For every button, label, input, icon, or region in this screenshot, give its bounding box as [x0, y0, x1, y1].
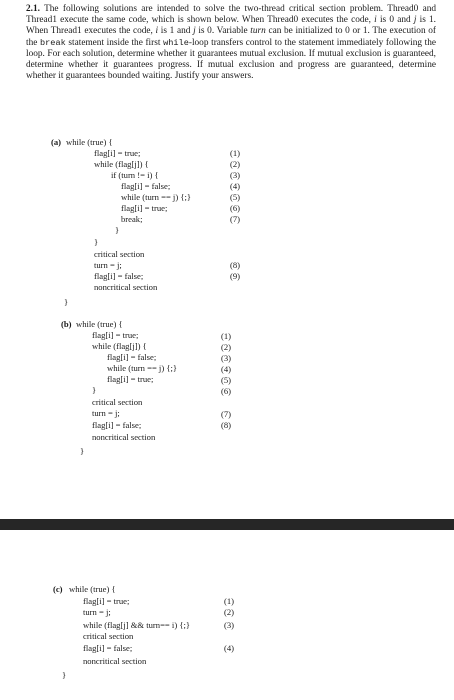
- line-number: (4): [224, 643, 235, 653]
- line-number: (3): [224, 620, 235, 630]
- problem-text: -loop transfers control to the statement immediately following the loop. For each solution, determine whether it guarantees mutual exclusion. If mutual exclusion is guaranteed, determine whether it guarantees progress. If mutual exclusion and progress are guaranteed, determine whether it guarantees bounded waiting. Justify your answers.: [26, 37, 436, 82]
- code-line: while (true) {: [76, 319, 123, 329]
- code-line: turn = j;: [92, 408, 120, 418]
- line-number: (7): [221, 409, 232, 419]
- code-line: critical section: [94, 249, 145, 259]
- code-line: flag[i] = true;: [94, 148, 141, 158]
- problem-text: is 1. When Thread1 executes the code,: [26, 15, 436, 37]
- problem-text: can be initialized to 0 or 1. The execution of the: [26, 26, 437, 48]
- problem-number: 2.1.: [26, 4, 40, 14]
- part-label: (c): [53, 584, 63, 594]
- line-number: (6): [230, 203, 241, 213]
- code-line: critical section: [83, 631, 134, 641]
- keyword-break: break: [39, 37, 66, 48]
- part-label: (a): [51, 137, 62, 147]
- var-i: i: [374, 15, 377, 26]
- code-line: turn = j;: [83, 607, 111, 617]
- line-number: (6): [221, 386, 232, 396]
- problem-text: is 0. Variable: [195, 26, 251, 37]
- code-line: flag[i] = true;: [121, 203, 168, 213]
- code-line: while (true) {: [69, 584, 116, 594]
- keyword-while: while: [163, 37, 189, 48]
- code-line: break;: [121, 214, 143, 224]
- line-number: (2): [224, 607, 235, 617]
- part-label: (b): [61, 319, 72, 329]
- line-number: (5): [221, 375, 232, 385]
- code-line: flag[i] = true;: [107, 374, 154, 384]
- line-number: (2): [221, 342, 232, 352]
- code-line: while (turn == j) {;}: [121, 192, 191, 202]
- problem-text: The following solutions are intended to solve the two-thread critical section problem. Thread0 and Thread1 execute the same code, which is shown below. When Thread0 executes the code,: [26, 4, 436, 26]
- code-line: flag[i] = false;: [92, 420, 142, 430]
- code-line: }: [62, 670, 67, 680]
- problem-text: statement inside the first: [65, 37, 164, 48]
- line-number: (8): [230, 260, 241, 270]
- line-number: (9): [230, 271, 241, 281]
- problem-statement: [26, 4, 436, 82]
- code-line: while (flag[j]) {: [94, 159, 149, 169]
- line-number: (4): [230, 181, 241, 191]
- code-line: }: [92, 385, 97, 395]
- code-line: while (turn == j) {;}: [107, 363, 177, 373]
- line-number: (5): [230, 192, 241, 202]
- code-line: if (turn != i) {: [111, 170, 159, 180]
- code-line: flag[i] = true;: [92, 330, 139, 340]
- code-line: }: [80, 446, 85, 456]
- code-line: }: [64, 297, 69, 307]
- line-number: (4): [221, 364, 232, 374]
- line-number: (7): [230, 214, 241, 224]
- code-line: while (flag[j] && turn== i) {;}: [83, 620, 190, 630]
- code-line: flag[i] = false;: [121, 181, 171, 191]
- code-line: turn = j;: [94, 260, 122, 270]
- code-line: noncritical section: [92, 432, 156, 442]
- code-line: }: [115, 225, 120, 235]
- code-line: noncritical section: [94, 282, 158, 292]
- problem-text: is 0 and: [376, 15, 414, 26]
- var-j: j: [413, 15, 417, 26]
- var-turn: turn: [250, 26, 266, 37]
- problem-text: is 1 and: [158, 26, 194, 37]
- line-number: (3): [221, 353, 232, 363]
- line-number: (8): [221, 420, 232, 430]
- line-number: (1): [224, 596, 235, 606]
- page-divider-bar: [0, 519, 454, 530]
- line-number: (3): [230, 170, 241, 180]
- line-number: (1): [230, 148, 241, 158]
- code-line: flag[i] = false;: [83, 643, 133, 653]
- code-line: noncritical section: [83, 656, 147, 666]
- code-line: while (flag[j]) {: [92, 341, 147, 351]
- line-number: (1): [221, 331, 232, 341]
- code-line: flag[i] = false;: [94, 271, 144, 281]
- code-line: flag[i] = true;: [83, 596, 130, 606]
- var-i: i: [155, 26, 159, 37]
- code-line: while (true) {: [66, 137, 113, 147]
- code-line: flag[i] = false;: [107, 352, 157, 362]
- code-line: }: [94, 237, 99, 247]
- line-number: (2): [230, 159, 241, 169]
- var-j: j: [193, 26, 196, 37]
- code-line: critical section: [92, 397, 143, 407]
